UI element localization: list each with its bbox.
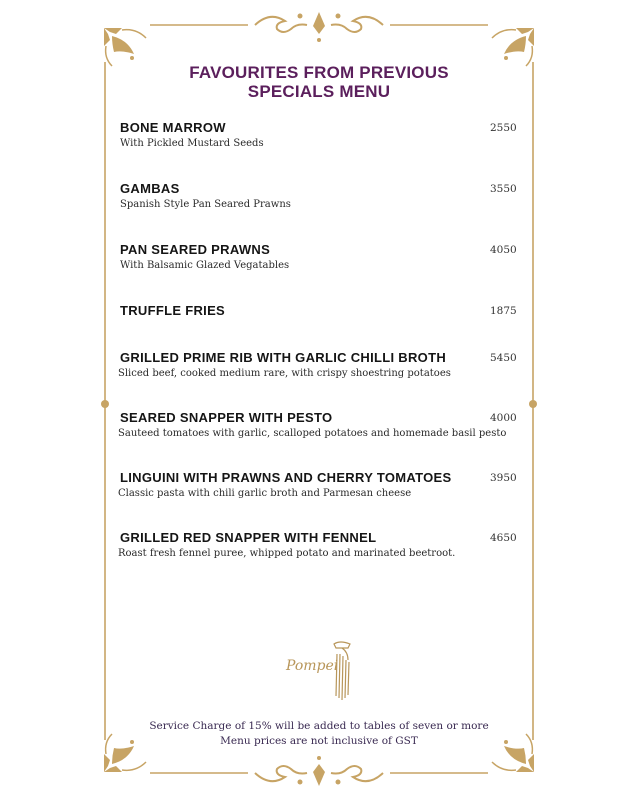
menu-item-description: With Pickled Mustard Seeds xyxy=(120,138,264,149)
menu-item-price: 1875 xyxy=(490,305,517,317)
top-center-ornament xyxy=(255,12,383,42)
right-dot-ornament xyxy=(529,400,537,408)
corner-ornament-top-right xyxy=(492,28,534,66)
menu-item-name: GRILLED RED SNAPPER WITH FENNEL xyxy=(120,530,377,545)
menu-item-description: Roast fresh fennel puree, whipped potato and marinated beetroot. xyxy=(118,548,456,559)
service-charge-note: Service Charge of 15% will be added to tables of seven or more xyxy=(149,720,489,732)
logo-wordmark: Pompei xyxy=(286,658,339,674)
menu-item-description: Spanish Style Pan Seared Prawns xyxy=(120,199,291,210)
corner-ornament-top-left xyxy=(104,28,146,66)
menu-item-description: With Balsamic Glazed Vegatables xyxy=(120,260,290,271)
bottom-center-ornament xyxy=(255,756,383,786)
menu-item-price: 2550 xyxy=(490,122,517,134)
menu-item-name: SEARED SNAPPER WITH PESTO xyxy=(120,410,333,425)
left-dot-ornament xyxy=(101,400,109,408)
menu-item-name: GAMBAS xyxy=(120,181,180,196)
menu-item-price: 3550 xyxy=(490,183,517,195)
menu-item-price: 3950 xyxy=(490,472,517,484)
menu-item-price: 5450 xyxy=(490,352,517,364)
menu-item-name: GRILLED PRIME RIB WITH GARLIC CHILLI BROTH xyxy=(120,350,447,365)
menu-item-description: Sauteed tomatoes with garlic, scalloped potatoes and homemade basil pesto xyxy=(118,428,507,439)
menu-item-name: TRUFFLE FRIES xyxy=(120,303,226,318)
menu-title-line2: SPECIALS MENU xyxy=(247,82,391,101)
column-icon xyxy=(332,640,354,702)
gst-note: Menu prices are not inclusive of GST xyxy=(220,735,418,747)
menu-item-description: Classic pasta with chili garlic broth and Parmesan cheese xyxy=(118,488,412,499)
menu-item-price: 4650 xyxy=(490,532,517,544)
menu-item-price: 4000 xyxy=(490,412,517,424)
pompei-logo xyxy=(284,640,364,704)
menu-item-name: PAN SEARED PRAWNS xyxy=(120,242,271,257)
menu-item-description: Sliced beef, cooked medium rare, with crispy shoestring potatoes xyxy=(118,368,451,379)
menu-title-line1: FAVOURITES FROM PREVIOUS xyxy=(189,63,449,82)
menu-item-name: BONE MARROW xyxy=(120,120,226,135)
menu-item-name: LINGUINI WITH PRAWNS AND CHERRY TOMATOES xyxy=(120,470,452,485)
menu-item-price: 4050 xyxy=(490,244,517,256)
